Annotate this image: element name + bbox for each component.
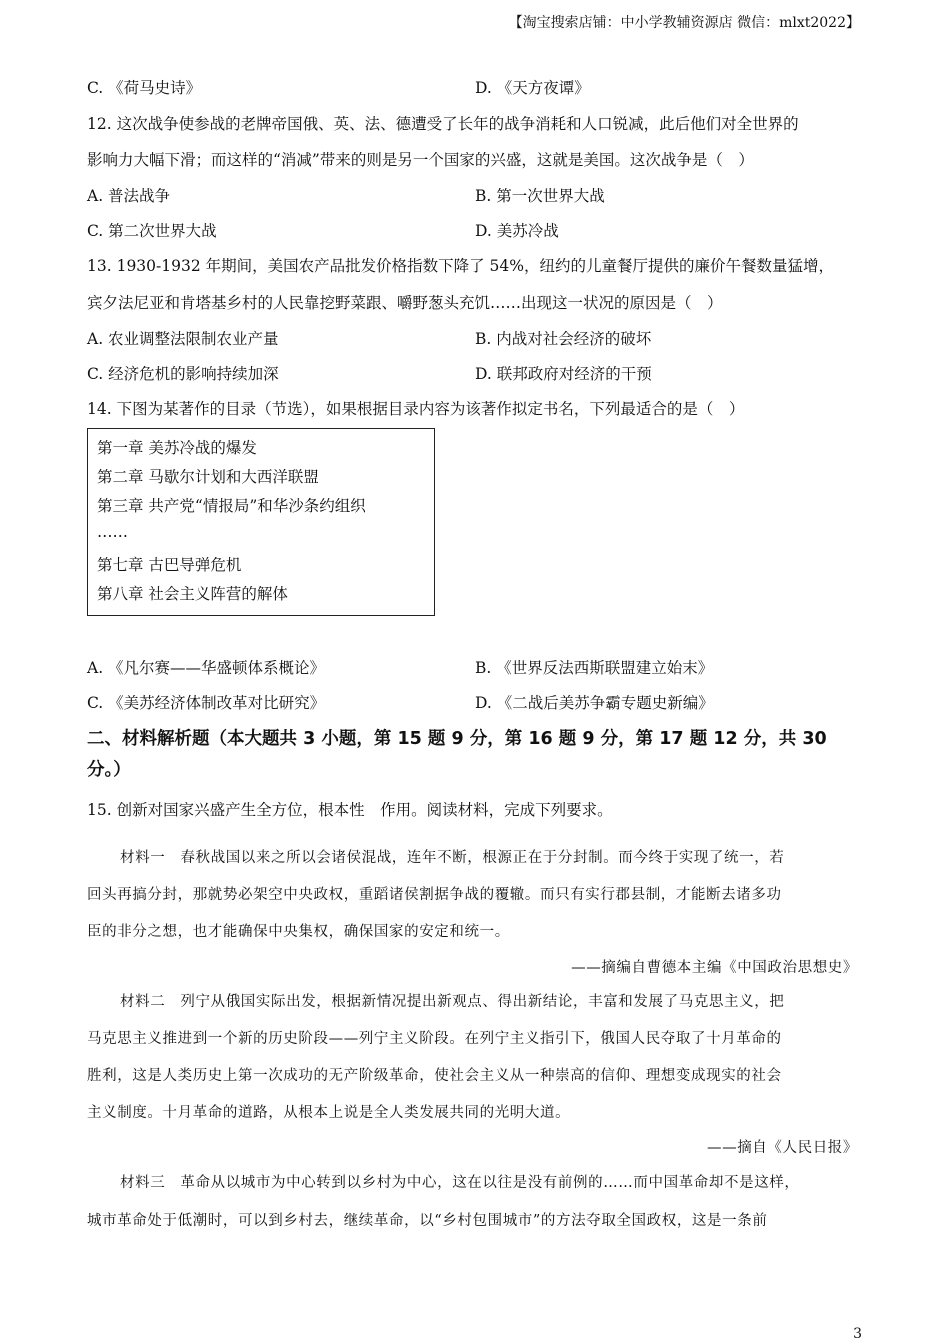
q12-option-b: B. 第一次世界大战 [475, 187, 605, 205]
toc-box [87, 428, 435, 616]
toc-line: 第七章 古巴导弹危机 [97, 556, 242, 574]
q12-option-c: C. 第二次世界大战 [87, 222, 217, 240]
material2-line: 材料二 列宁从俄国实际出发，根据新情况提出新观点、得出新结论，丰富和发展了马克思主义，把 [120, 994, 785, 1010]
material2-line: 胜利，这是人类历史上第一次成功的无产阶级革命，使社会主义从一种崇高的信仰、理想变成现实的社会 [87, 1068, 782, 1084]
q12-option-a: A. 普法战争 [87, 187, 171, 205]
header-shop-text: 【淘宝搜索店铺：中小学教辅资源店 微信：mlxt2022】 [508, 15, 860, 31]
q13-stem-line2: 宾夕法尼亚和肯塔基乡村的人民靠挖野菜跟、嚼野葱头充饥……出现这一状况的原因是（ ） [87, 294, 723, 312]
q13-option-d: D. 联邦政府对经济的干预 [475, 365, 652, 383]
toc-line: 第三章 共产党“情报局”和华沙条约组织 [97, 497, 366, 515]
q11-option-d: D. 《天方夜谭》 [475, 79, 590, 97]
material1-line: 材料一 春秋战国以来之所以会诸侯混战，连年不断，根源正在于分封制。而今终于实现了统一，若 [120, 850, 785, 866]
q12-stem-line2: 影响力大幅下滑；而这样的“消减”带来的则是另一个国家的兴盛，这就是美国。这次战争是（ ） [87, 151, 754, 169]
q14-option-a: A. 《凡尔赛——华盛顿体系概论》 [87, 659, 326, 677]
q14-stem: 14. 下图为某著作的目录（节选），如果根据目录内容为该著作拟定书名，下列最适合的是（ ） [87, 400, 745, 418]
q12-stem-line1: 12. 这次战争使参战的老牌帝国俄、英、法、德遭受了长年的战争消耗和人口锐减，此后他们对全世界的 [87, 115, 799, 133]
toc-line: …… [97, 523, 128, 541]
q15-stem: 15. 创新对国家兴盛产生全方位，根本性 作用。阅读材料，完成下列要求。 [87, 801, 613, 819]
q13-option-a: A. 农业调整法限制农业产量 [87, 330, 279, 348]
q12-option-d: D. 美苏冷战 [475, 222, 559, 240]
material1-line: 回头再搞分封，那就势必架空中央政权，重蹈诸侯割据争战的覆辙。而只有实行郡县制，才能断去诸多功 [87, 887, 782, 903]
material1-line: 臣的非分之想，也才能确保中央集权，确保国家的安定和统一。 [87, 924, 510, 940]
q13-stem-line1: 13. 1930-1932 年期间，美国农产品批发价格指数下降了 54%，纽约的儿童餐厅提供的廉价午餐数量猛增， [87, 257, 835, 275]
section2-title-line1: 二、材料解析题（本大题共 3 小题，第 15 题 9 分，第 16 题 9 分，第 17 题 12 分，共 30 [87, 729, 827, 749]
material3-line: 城市革命处于低潮时，可以到乡村去，继续革命，以“乡村包围城市”的方法夺取全国政权，这是一条前 [87, 1213, 768, 1229]
material2-line: 马克思主义推进到一个新的历史阶段——列宁主义阶段。在列宁主义指引下，俄国人民夺取了十月革命的 [87, 1031, 782, 1047]
q11-option-c: C. 《荷马史诗》 [87, 79, 202, 97]
material2-line: 主义制度。十月革命的道路，从根本上说是全人类发展共同的光明大道。 [87, 1105, 571, 1121]
q13-option-b: B. 内战对社会经济的破坏 [475, 330, 652, 348]
toc-line: 第八章 社会主义阵营的解体 [97, 585, 288, 603]
q14-option-b: B. 《世界反法西斯联盟建立始末》 [475, 659, 714, 677]
toc-line: 第二章 马歇尔计划和大西洋联盟 [97, 468, 319, 486]
section2-title-line2: 分。） [87, 760, 131, 780]
q13-option-c: C. 经济危机的影响持续加深 [87, 365, 279, 383]
material2-source: ——摘自《人民日报》 [707, 1140, 858, 1156]
q14-option-d: D. 《二战后美苏争霸专题史新编》 [475, 694, 714, 712]
page-number: 3 [853, 1326, 862, 1342]
toc-line: 第一章 美苏冷战的爆发 [97, 439, 257, 457]
material3-line: 材料三 革命从以城市为中心转到以乡村为中心，这在以往是没有前例的……而中国革命却不是这样， [120, 1175, 800, 1191]
material1-source: ——摘编自曹德本主编《中国政治思想史》 [571, 960, 858, 976]
q14-option-c: C. 《美苏经济体制改革对比研究》 [87, 694, 326, 712]
